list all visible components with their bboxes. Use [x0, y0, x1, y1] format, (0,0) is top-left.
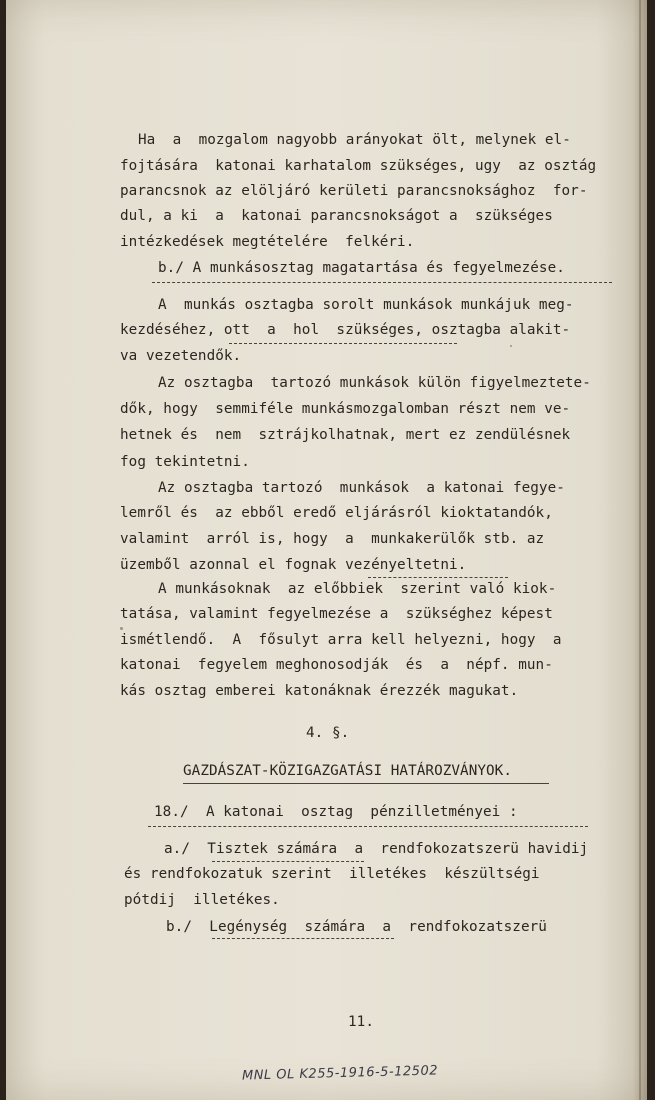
page-number: 11. — [348, 1014, 374, 1030]
paragraph-4-line-4: üzemből azonnal el fognak vezényeltetni. — [120, 557, 467, 573]
paragraph-4-line-1: Az osztagba tartozó munkások a katonai fegye- — [158, 480, 565, 496]
paragraph-4-line-3: valamint arról is, hogy a munkakerülők stb. az — [120, 531, 545, 547]
archive-stamp: MNL OL K255-1916-5-12502 — [241, 1063, 439, 1084]
paragraph-3-line-3: hetnek és nem sztrájkolhatnak, mert ez zendülésnek — [120, 427, 571, 443]
paragraph-5-line-4: katonai fegyelem meghonosodják és a népf. mun- — [120, 657, 553, 673]
paragraph-3-line-1: Az osztagba tartozó munkások külön figyelmeztete- — [158, 375, 591, 391]
paragraph-5-line-3: ismétlendő. A fősulyt arra kell helyezni, hogy a — [120, 632, 562, 648]
paragraph-2-dashed-underline — [229, 343, 457, 344]
section-number: 4. §. — [306, 725, 350, 741]
paragraph-3-line-4: fog tekintetni. — [120, 454, 250, 470]
item-a-line-2: és rendfokozatuk szerint illetékes készültségi — [124, 866, 540, 882]
paragraph-1-line-2: fojtására katonai karhatalom szükséges, ugy az osztág — [120, 158, 597, 174]
paragraph-4-dashed-underline — [368, 577, 508, 578]
paragraph-4-line-2: lemről és az ebből eredő eljárásról kioktatandók, — [120, 505, 553, 521]
paragraph-5-line-1: A munkásoknak az előbbiek szerint való kiok- — [158, 581, 557, 597]
paragraph-1-line-4: dul, a ki a katonai parancsnokságot a szükséges — [120, 208, 553, 224]
paragraph-1-line-1: Ha a mozgalom nagyobb arányokat ölt, melynek el- — [138, 132, 571, 148]
item-18-heading: 18./ A katonai osztag pénzilletményei : — [154, 804, 518, 820]
paper-speck — [120, 627, 123, 630]
subheading-b-underline — [152, 282, 612, 283]
paragraph-1-line-3: parancsnok az elöljáró kerületi parancsnoksághoz for- — [120, 183, 588, 199]
paragraph-5-line-5: kás osztag emberei katonáknak érezzék magukat. — [120, 683, 519, 699]
paragraph-3-line-2: dők, hogy semmiféle munkásmozgalomban részt nem ve- — [120, 401, 571, 417]
item-18-underline — [148, 826, 588, 827]
paragraph-2-line-3: va vezetendők. — [120, 348, 242, 364]
paragraph-2-line-2: kezdéséhez, ott a hol szükséges, osztagba alakit- — [120, 322, 571, 338]
item-b-underline — [212, 938, 394, 939]
section-title-underline — [183, 783, 549, 784]
subheading-b: b./ A munkásosztag magatartása és fegyelmezése. — [158, 260, 565, 276]
paper-speck — [510, 345, 512, 347]
paragraph-2-line-1: A munkás osztagba sorolt munkások munkájuk meg- — [158, 297, 574, 313]
item-a-line-3: pótdij illetékes. — [124, 892, 280, 908]
item-b-line-1: b./ Legénység számára a rendfokozatszerü — [166, 919, 547, 935]
item-a-underline — [212, 861, 364, 862]
item-a-line-1: a./ Tisztek számára a rendfokozatszerü havidij — [164, 841, 589, 857]
paragraph-1-line-5: intézkedések megtételére felkéri. — [120, 234, 415, 250]
paragraph-5-line-2: tatása, valamint fegyelmezése a szükséghez képest — [120, 606, 553, 622]
section-title: GAZDÁSZAT-KÖZIGAZGATÁSI HATÁROZVÁNYOK. — [183, 763, 512, 779]
